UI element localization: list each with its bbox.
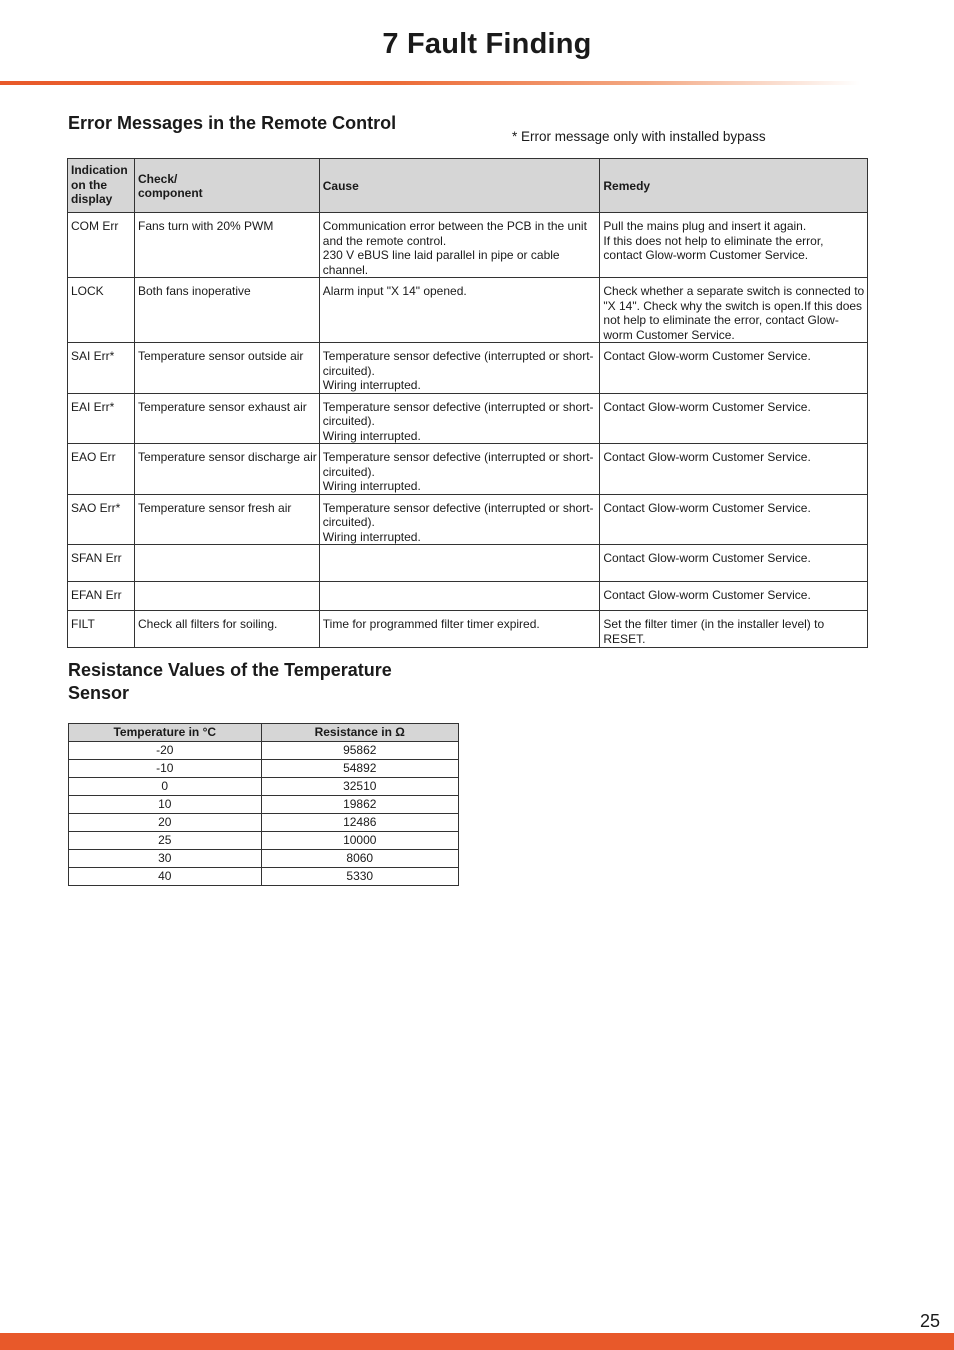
resistance-cell: 32510: [261, 778, 458, 796]
indication-cell: SFAN Err: [68, 545, 135, 582]
resistance-table-header-row: [69, 724, 459, 742]
table-row: [69, 832, 459, 850]
remedy-cell: Contact Glow-worm Customer Service.: [600, 582, 868, 611]
resistance-cell: 5330: [261, 868, 458, 886]
indication-cell: EFAN Err: [68, 582, 135, 611]
header-cause: Cause: [319, 159, 600, 213]
indication-cell: EAI Err*: [68, 393, 135, 444]
resistance-cell: 19862: [261, 796, 458, 814]
cause-cell: Communication error between the PCB in the unit and the remote control. 230 V eBUS line laid parallel in pipe or cable channel.: [319, 213, 600, 278]
remedy-cell: Set the filter timer (in the installer level) to RESET.: [600, 611, 868, 648]
indication-cell: FILT: [68, 611, 135, 648]
temperature-cell: 10: [69, 796, 262, 814]
header-resistance: Resistance in Ω: [261, 724, 458, 742]
error-messages-table: [67, 158, 868, 648]
resistance-values-heading: Resistance Values of the Temperature Sensor: [68, 660, 392, 703]
title-divider: [0, 81, 860, 85]
cause-cell: [319, 582, 600, 611]
check-cell: Check all filters for soiling.: [134, 611, 319, 648]
header-indication: Indication on the display: [68, 159, 135, 213]
indication-cell: EAO Err: [68, 444, 135, 495]
cause-cell: Temperature sensor defective (interrupted or short-circuited). Wiring interrupted.: [319, 444, 600, 495]
check-cell: [134, 545, 319, 582]
table-row: [69, 814, 459, 832]
table-row: [68, 611, 868, 648]
table-row: [69, 796, 459, 814]
table-row: [68, 582, 868, 611]
check-cell: Temperature sensor fresh air: [134, 494, 319, 545]
table-row: [68, 343, 868, 394]
resistance-cell: 54892: [261, 760, 458, 778]
temperature-cell: 0: [69, 778, 262, 796]
check-cell: Both fans inoperative: [134, 278, 319, 343]
error-table-header-row: [68, 159, 868, 213]
temperature-cell: -20: [69, 742, 262, 760]
table-row: [68, 213, 868, 278]
check-cell: Fans turn with 20% PWM: [134, 213, 319, 278]
cause-cell: Temperature sensor defective (interrupted or short-circuited). Wiring interrupted.: [319, 393, 600, 444]
check-cell: Temperature sensor outside air: [134, 343, 319, 394]
temperature-cell: 25: [69, 832, 262, 850]
table-row: [68, 545, 868, 582]
cause-cell: [319, 545, 600, 582]
indication-cell: COM Err: [68, 213, 135, 278]
check-cell: Temperature sensor exhaust air: [134, 393, 319, 444]
table-row: [68, 494, 868, 545]
header-temperature: Temperature in °C: [69, 724, 262, 742]
page-number: 25: [919, 1311, 940, 1331]
table-row: [68, 393, 868, 444]
temperature-cell: 30: [69, 850, 262, 868]
bypass-footnote: * Error message only with installed bypass: [512, 129, 766, 144]
resistance-cell: 12486: [261, 814, 458, 832]
footer-accent-bar: [0, 1333, 954, 1350]
table-row: [68, 278, 868, 343]
header-check-component: Check/ component: [134, 159, 319, 213]
check-cell: Temperature sensor discharge air: [134, 444, 319, 495]
remedy-cell: Check whether a separate switch is connected to "X 14". Check why the switch is open.If this does not help to eliminate the error, contact Glow-worm Customer Service.: [600, 278, 868, 343]
table-row: [69, 778, 459, 796]
resistance-cell: 10000: [261, 832, 458, 850]
table-row: [69, 760, 459, 778]
remedy-cell: Contact Glow-worm Customer Service.: [600, 494, 868, 545]
table-row: [69, 742, 459, 760]
page-title: 7 Fault Finding: [382, 28, 592, 60]
remedy-cell: Contact Glow-worm Customer Service.: [600, 393, 868, 444]
temperature-cell: 40: [69, 868, 262, 886]
temperature-cell: 20: [69, 814, 262, 832]
indication-cell: SAI Err*: [68, 343, 135, 394]
table-row: [69, 850, 459, 868]
check-cell: [134, 582, 319, 611]
cause-cell: Temperature sensor defective (interrupted or short-circuited). Wiring interrupted.: [319, 494, 600, 545]
table-row: [69, 868, 459, 886]
cause-cell: Temperature sensor defective (interrupted or short-circuited). Wiring interrupted.: [319, 343, 600, 394]
remedy-cell: Contact Glow-worm Customer Service.: [600, 545, 868, 582]
resistance-cell: 95862: [261, 742, 458, 760]
resistance-values-table: [68, 723, 459, 886]
header-remedy: Remedy: [600, 159, 868, 213]
remedy-cell: Pull the mains plug and insert it again. If this does not help to eliminate the error, contact Glow-worm Customer Service.: [600, 213, 868, 278]
error-messages-heading: Error Messages in the Remote Control: [68, 113, 397, 133]
indication-cell: SAO Err*: [68, 494, 135, 545]
table-row: [68, 444, 868, 495]
cause-cell: Alarm input "X 14" opened.: [319, 278, 600, 343]
remedy-cell: Contact Glow-worm Customer Service.: [600, 444, 868, 495]
remedy-cell: Contact Glow-worm Customer Service.: [600, 343, 868, 394]
indication-cell: LOCK: [68, 278, 135, 343]
cause-cell: Time for programmed filter timer expired.: [319, 611, 600, 648]
temperature-cell: -10: [69, 760, 262, 778]
resistance-cell: 8060: [261, 850, 458, 868]
